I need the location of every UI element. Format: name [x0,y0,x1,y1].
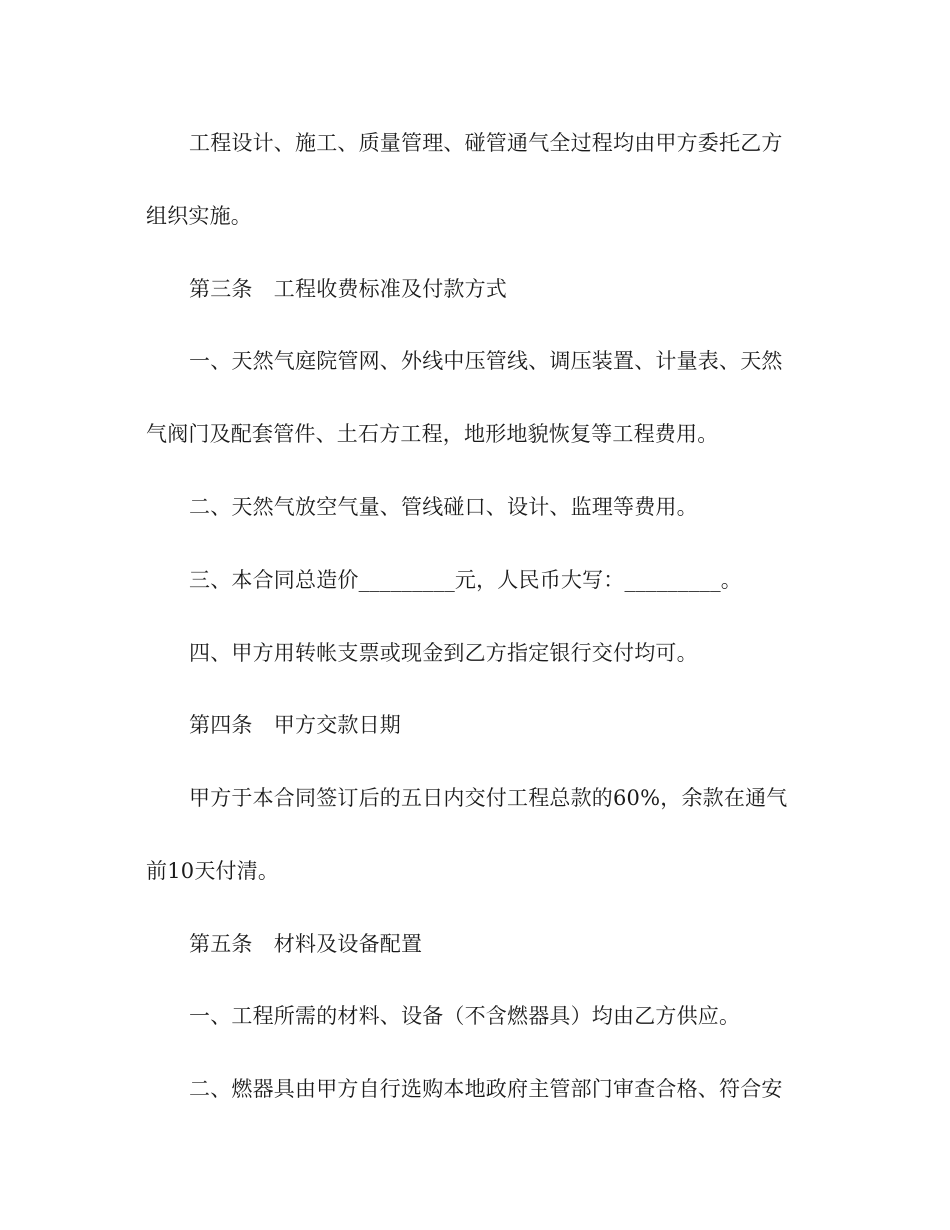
paragraph-line-2: 组织实施。 [146,204,252,228]
article-4-heading: 第四条 甲方交款日期 [189,713,401,737]
paragraph-line-1: 工程设计、施工、质量管理、碰管通气全过程均由甲方委托乙方 [189,131,783,155]
paragraph-line-4: 一、天然气庭院管网、外线中压管线、调压装置、计量表、天然 [189,349,783,373]
paragraph-line-13: 一、工程所需的材料、设备（不含燃器具）均由乙方供应。 [189,1004,741,1028]
paragraph-line-8: 四、甲方用转帐支票或现金到乙方指定银行交付均可。 [189,641,698,665]
paragraph-line-11: 前10天付清。 [146,859,280,883]
article-5-heading: 第五条 材料及设备配置 [189,932,423,956]
paragraph-line-14: 二、燃器具由甲方自行选购本地政府主管部门审查合格、符合安 [189,1077,783,1101]
article-3-heading: 第三条 工程收费标准及付款方式 [189,277,507,301]
paragraph-line-10: 甲方于本合同签订后的五日内交付工程总款的60%，余款在通气 [189,786,788,810]
paragraph-line-6: 二、天然气放空气量、管线碰口、设计、监理等费用。 [189,495,698,519]
paragraph-line-7: 三、本合同总造价_________元，人民币大写：_________。 [189,568,742,592]
paragraph-line-5: 气阀门及配套管件、土石方工程，地形地貌恢复等工程费用。 [146,422,719,446]
